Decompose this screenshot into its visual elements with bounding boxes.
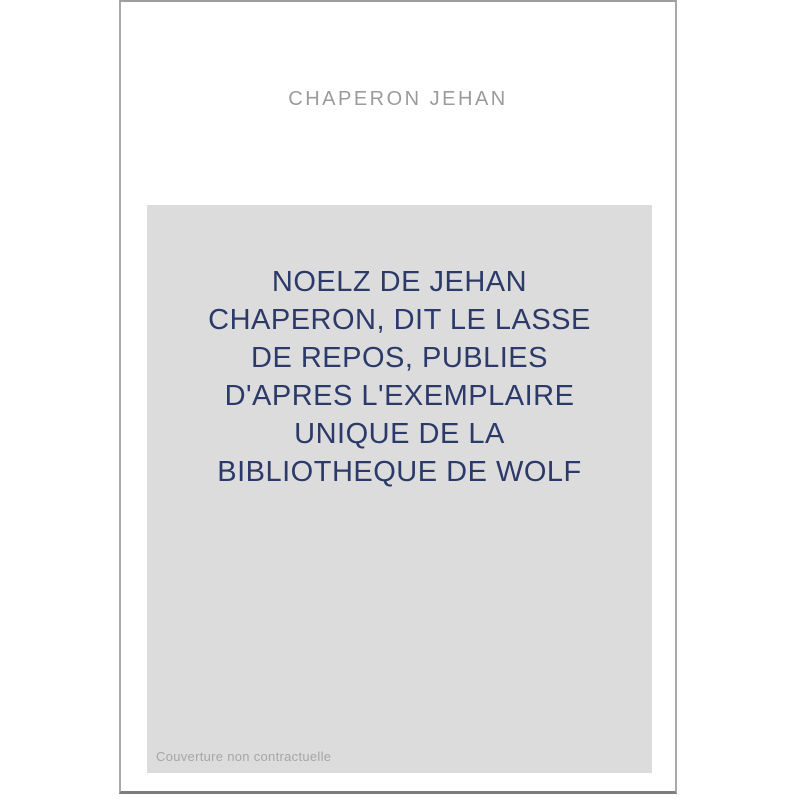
book-title-line: D'APRES L'EXEMPLAIRE xyxy=(224,380,575,412)
book-title-line: CHAPERON, DIT LE LASSE xyxy=(208,304,591,336)
book-title-line: BIBLIOTHEQUE DE WOLF xyxy=(217,456,582,488)
book-page xyxy=(119,0,677,794)
book-title-line: NOELZ DE JEHAN xyxy=(271,266,528,298)
cover-disclaimer-note: Couverture non contractuelle xyxy=(156,749,332,764)
book-title xyxy=(147,263,652,491)
book-title-line: UNIQUE DE LA xyxy=(294,418,505,450)
author-name: CHAPERON JEHAN xyxy=(288,88,508,110)
cover-placeholder-block xyxy=(147,205,652,773)
book-title-line: DE REPOS, PUBLIES xyxy=(251,342,548,374)
